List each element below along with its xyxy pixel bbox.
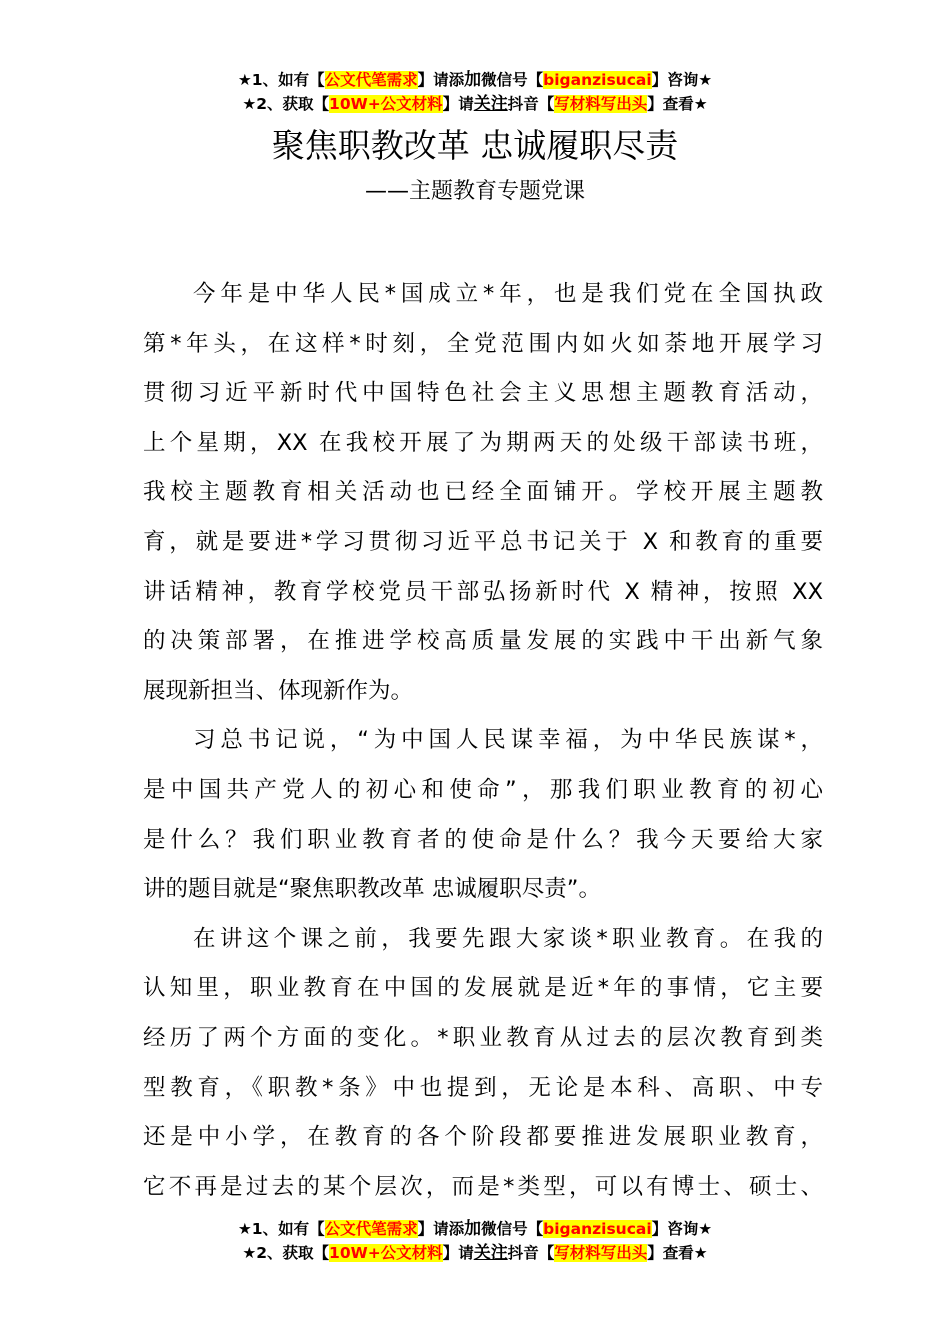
body-line: 型教育，《职教*条》中也提到，无论是本科、高职、中专: [143, 1074, 823, 1101]
banner-text: 抖音【: [507, 1244, 555, 1262]
banner-suffix: 】查看★: [647, 95, 708, 113]
banner-highlight-wechat-id: biganzisucai: [543, 1220, 652, 1238]
document-subtitle: ——主题教育专题党课: [364, 179, 585, 204]
body-line: 习总书记说，“为中国人民谋幸福，为中华民族谋*，: [193, 727, 823, 754]
banner-suffix: 】咨询★: [651, 1220, 713, 1238]
banner-highlight-materials: 10W+公文材料: [329, 1244, 443, 1262]
body-line: 还是中小学，在教育的各个阶段都要推进发展职业教育，: [143, 1124, 823, 1151]
promo-banner-top-line-2: [0, 93, 950, 115]
body-line: 育，就是要进*学习贯彻习近平总书记关于 X 和教育的重要: [143, 528, 823, 555]
body-line: 经历了两个方面的变化。*职业教育从过去的层次教育到类: [143, 1024, 823, 1051]
body-line: 是中国共产党人的初心和使命”，那我们职业教育的初心: [143, 776, 823, 803]
body-line: 认知里，职业教育在中国的发展就是近*年的事情，它主要: [143, 975, 823, 1002]
body-line: 讲的题目就是“聚焦职教改革 忠诚履职尽责”。: [143, 876, 601, 903]
document-title: 聚焦职教改革 忠诚履职尽责: [271, 126, 679, 165]
body-line: 上个星期，XX 在我校开展了为期两天的处级干部读书班，: [143, 429, 823, 456]
body-line: 的决策部署，在推进学校高质量发展的实践中干出新气象: [143, 628, 823, 655]
banner-text: 】请添: [417, 1220, 465, 1238]
banner-text: 】请: [442, 1244, 474, 1262]
body-line: 贯彻习近平新时代中国特色社会主义思想主题教育活动，: [143, 380, 823, 407]
banner-prefix: ★1、如有【: [237, 71, 325, 89]
banner-text: 微信号【: [481, 71, 544, 89]
banner-highlight-materials: 10W+公文材料: [329, 95, 443, 113]
banner-suffix: 】咨询★: [651, 71, 713, 89]
banner-text: 微信号【: [481, 1220, 544, 1238]
banner-prefix: ★2、获取【: [242, 1244, 330, 1262]
promo-banner-bottom-line-1: [0, 1218, 950, 1240]
banner-highlight-douyin: 写材料写出头: [554, 1244, 648, 1262]
body-line: 第*年头，在这样*时刻，全党范围内如火如荼地开展学习: [143, 330, 823, 357]
body-line: 讲话精神，教育学校党员干部弘扬新时代 X 精神，按照 XX: [143, 578, 823, 605]
banner-prefix: ★2、获取【: [242, 95, 330, 113]
banner-emphasis: 加: [464, 70, 482, 90]
document-body: [143, 270, 823, 1212]
banner-prefix: ★1、如有【: [237, 1220, 325, 1238]
banner-emphasis: 关注: [473, 94, 508, 114]
body-line: 展现新担当、体现新作为。: [143, 677, 414, 704]
banner-text: 抖音【: [507, 95, 555, 113]
banner-emphasis: 加: [464, 1219, 482, 1239]
banner-highlight-wechat-id: biganzisucai: [543, 71, 652, 89]
banner-suffix: 】查看★: [647, 1244, 708, 1262]
body-line: 它不再是过去的某个层次，而是*类型，可以有博士、硕士、: [143, 1173, 823, 1200]
banner-highlight-service: 公文代笔需求: [324, 1220, 418, 1238]
banner-text: 】请添: [417, 71, 465, 89]
promo-banner-bottom-line-2: [0, 1242, 950, 1264]
body-line: 今年是中华人民*国成立*年，也是我们党在全国执政: [193, 281, 823, 307]
banner-text: 】请: [442, 95, 474, 113]
body-line: 是什么？我们职业教育者的使命是什么？我今天要给大家: [143, 826, 823, 853]
body-line: 在讲这个课之前，我要先跟大家谈*职业教育。在我的: [193, 925, 823, 952]
banner-emphasis: 关注: [473, 1243, 508, 1263]
promo-banner-top-line-1: [0, 69, 950, 91]
banner-highlight-douyin: 写材料写出头: [554, 95, 648, 113]
banner-highlight-service: 公文代笔需求: [324, 71, 418, 89]
body-line: 我校主题教育相关活动也已经全面铺开。学校开展主题教: [143, 479, 823, 506]
